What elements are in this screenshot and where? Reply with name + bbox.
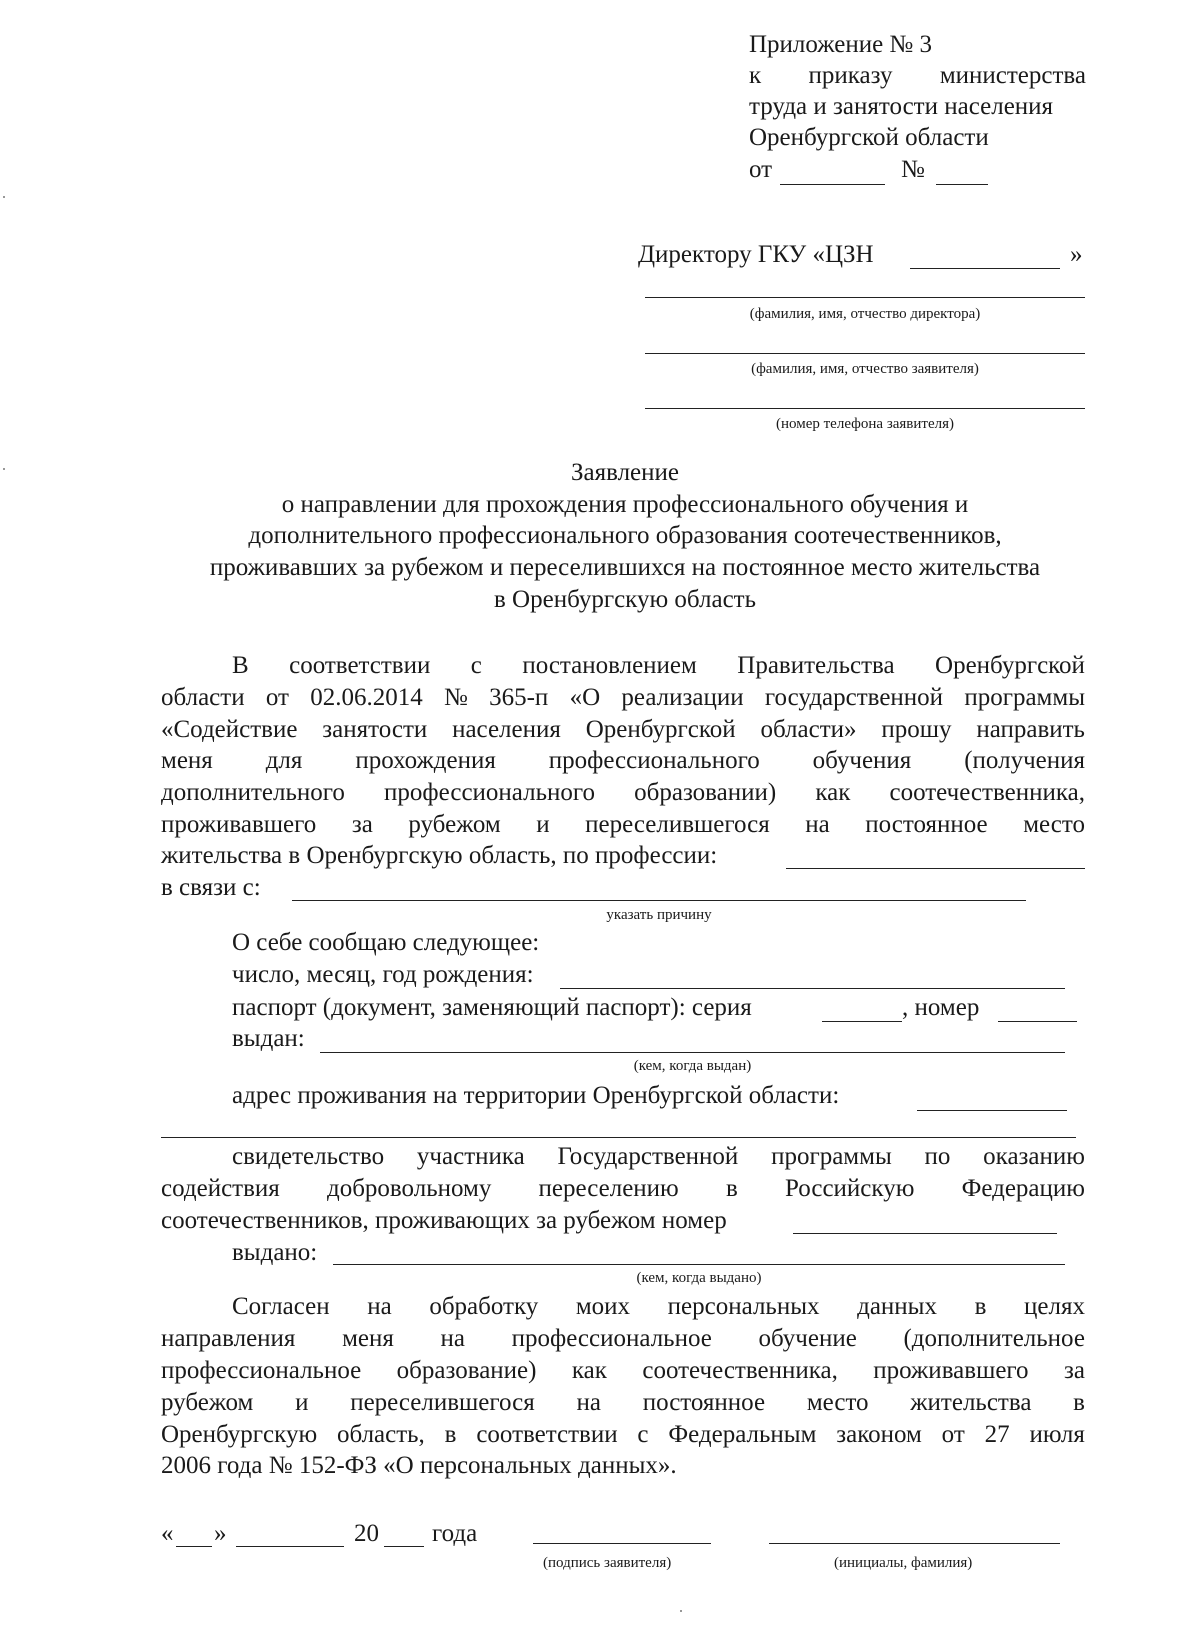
heading-line-2: дополнительного профессионального образования соотечественников,: [248, 522, 1002, 549]
month-field[interactable]: [236, 1546, 344, 1547]
caption-initials: (инициалы, фамилия): [834, 1555, 973, 1571]
word: по: [924, 1143, 951, 1170]
profession-field[interactable]: [786, 868, 1085, 869]
caption-director: (фамилия, имя, отчество директора): [749, 306, 981, 322]
word: соотечественника,: [642, 1357, 838, 1384]
director-close-quote: »: [1070, 241, 1083, 268]
certificate-number-field[interactable]: [793, 1233, 1057, 1234]
year-suffix: года: [432, 1520, 478, 1547]
director-label: Директору ГКУ «ЦЗН: [638, 241, 874, 268]
appendix-date-field[interactable]: [780, 184, 885, 185]
word: содействия: [161, 1175, 280, 1202]
word: (получения: [964, 747, 1085, 774]
word: профессионального: [384, 779, 595, 806]
appendix-number-field[interactable]: [936, 184, 988, 185]
word: для: [265, 747, 303, 774]
certificate-line: [161, 1174, 1085, 1204]
word: от: [941, 1421, 965, 1448]
word: к: [749, 62, 762, 89]
word: с: [470, 652, 482, 679]
word: «Содействие: [161, 716, 298, 743]
scan-speck: [3, 196, 5, 198]
year-prefix: 20: [354, 1520, 379, 1547]
word: постоянное: [865, 811, 988, 838]
word: меня: [342, 1325, 394, 1352]
word: Оренбургской: [585, 716, 736, 743]
consent-line: [161, 1420, 1085, 1450]
word: профессиональное: [161, 1357, 362, 1384]
word: Государственной: [557, 1143, 739, 1170]
word: как: [815, 779, 851, 806]
word: законом: [836, 1421, 922, 1448]
word: июля: [1029, 1421, 1085, 1448]
scan-speck: [680, 1610, 682, 1612]
appendix-line-3: труда и занятости населения: [749, 93, 1054, 120]
certificate-issued-field[interactable]: [333, 1264, 1065, 1265]
word: проживавшего: [873, 1357, 1029, 1384]
word: в: [725, 1175, 738, 1202]
applicant-phone-field[interactable]: [645, 408, 1085, 409]
word: Российскую: [784, 1175, 915, 1202]
consent-last-line: 2006 года № 152-ФЗ «О персональных данных».: [161, 1452, 677, 1479]
paragraph-line: [232, 651, 1085, 681]
word: образование): [396, 1357, 537, 1384]
word: направления: [161, 1325, 296, 1352]
word: постоянное: [642, 1389, 766, 1416]
date-close-quote: »: [214, 1520, 227, 1547]
word: Оренбургской: [935, 652, 1085, 679]
consent-line: [161, 1356, 1085, 1386]
word: профессиональное: [511, 1325, 712, 1352]
word: (дополнительное: [903, 1325, 1085, 1352]
word: целях: [1024, 1293, 1085, 1320]
word: Федерацию: [961, 1175, 1085, 1202]
word: Федеральным: [668, 1421, 817, 1448]
heading-line-1: о направлении для прохождения профессионального обучения и: [281, 491, 969, 518]
word: обучение: [758, 1325, 857, 1352]
word: прохождения: [355, 747, 496, 774]
consent-line: [232, 1292, 1085, 1322]
appendix-line-4: Оренбургской области: [749, 124, 989, 151]
word: рубежом: [408, 811, 501, 838]
passport-issued-label: выдан:: [232, 1025, 305, 1052]
word: и: [536, 811, 550, 838]
appendix-title: Приложение № 3: [749, 31, 933, 58]
word: №: [443, 684, 468, 711]
word: переселившегося: [350, 1389, 535, 1416]
passport-label: паспорт (документ, заменяющий паспорт): серия: [232, 994, 752, 1021]
word: «О: [569, 684, 601, 711]
passport-issued-field[interactable]: [320, 1052, 1065, 1053]
word: Согласен: [232, 1293, 330, 1320]
word: соответствии: [289, 652, 431, 679]
word: переселившегося: [585, 811, 770, 838]
word: за: [351, 811, 373, 838]
word: от: [265, 684, 289, 711]
word: свидетельство: [232, 1143, 385, 1170]
applicant-name-field[interactable]: [645, 353, 1085, 354]
paragraph-line: [161, 778, 1085, 808]
birth-date-label: число, месяц, год рождения:: [232, 961, 534, 988]
word: в: [974, 1293, 987, 1320]
word: и: [295, 1389, 309, 1416]
consent-line: [161, 1388, 1085, 1418]
appendix-line-2: [749, 61, 1086, 91]
address-label: адрес проживания на территории Оренбургской области:: [232, 1082, 840, 1109]
address-field-2[interactable]: [161, 1137, 1076, 1138]
word: прошу: [881, 716, 952, 743]
paragraph-line: [161, 683, 1085, 713]
word: обучения: [812, 747, 912, 774]
passport-number-field[interactable]: [998, 1021, 1077, 1022]
word: на: [367, 1293, 392, 1320]
word: за: [1063, 1357, 1085, 1384]
appendix-number-sign: №: [901, 156, 925, 183]
word: образовании): [634, 779, 777, 806]
word: жительства: [910, 1389, 1032, 1416]
document-title: Заявление: [570, 459, 680, 486]
word: 02.06.2014: [310, 684, 423, 711]
word: меня: [161, 747, 213, 774]
consent-line: [161, 1324, 1085, 1354]
certificate-issued-label: выдано:: [232, 1239, 318, 1266]
reason-label: в связи с:: [161, 874, 261, 901]
word: Правительства: [737, 652, 895, 679]
signature-field[interactable]: [533, 1543, 711, 1544]
caption-applicant: (фамилия, имя, отчество заявителя): [751, 361, 979, 377]
paragraph-line: [161, 810, 1085, 840]
word: 27: [984, 1421, 1010, 1448]
word: на: [576, 1389, 601, 1416]
paragraph-line: [161, 746, 1085, 776]
appendix-date-prefix: от: [749, 156, 773, 183]
word: реализации: [621, 684, 744, 711]
passport-issued-caption: (кем, когда выдан): [633, 1058, 752, 1074]
word: с: [637, 1421, 649, 1448]
passport-number-label: , номер: [902, 994, 980, 1021]
word: на: [805, 811, 830, 838]
word: 365-п: [489, 684, 549, 711]
year-field[interactable]: [384, 1546, 424, 1547]
word: обработку: [429, 1293, 539, 1320]
word: В: [232, 652, 249, 679]
word: рубежом: [161, 1389, 254, 1416]
word: министерства: [939, 62, 1086, 89]
day-field[interactable]: [176, 1546, 212, 1547]
heading-line-3: проживавших за рубежом и переселившихся на постоянное место жительства: [209, 554, 1041, 581]
word: соотечественника,: [889, 779, 1085, 806]
word: приказу: [808, 62, 893, 89]
word: Оренбургскую: [161, 1421, 318, 1448]
heading-line-4: в Оренбургскую область: [493, 586, 756, 613]
word: дополнительного: [161, 779, 345, 806]
word: место: [806, 1389, 869, 1416]
word: соответствии: [476, 1421, 618, 1448]
word: переселению: [538, 1175, 679, 1202]
word: область,: [336, 1421, 425, 1448]
word: данных: [857, 1293, 937, 1320]
word: оказанию: [983, 1143, 1085, 1170]
word: в: [444, 1421, 457, 1448]
word: постановлением: [522, 652, 697, 679]
director-name-field[interactable]: [645, 297, 1085, 298]
date-open-quote: «: [161, 1520, 174, 1547]
initials-field[interactable]: [769, 1543, 1060, 1544]
word: направить: [976, 716, 1085, 743]
address-field-1[interactable]: [917, 1110, 1067, 1111]
word: населения: [452, 716, 561, 743]
word: профессионального: [548, 747, 760, 774]
reason-caption: указать причину: [606, 907, 712, 923]
paragraph-last-line: жительства в Оренбургскую область, по профессии:: [161, 842, 718, 869]
word: государственной: [764, 684, 944, 711]
word: место: [1023, 811, 1085, 838]
word: персональных: [667, 1293, 820, 1320]
word: добровольному: [326, 1175, 492, 1202]
reason-field[interactable]: [292, 900, 1026, 901]
birth-date-field[interactable]: [560, 988, 1065, 989]
scan-speck: [3, 468, 5, 470]
word: участника: [416, 1143, 525, 1170]
paragraph-line: [161, 715, 1085, 745]
word: занятости: [322, 716, 428, 743]
caption-phone: (номер телефона заявителя): [775, 416, 954, 432]
word: в: [1073, 1389, 1085, 1416]
certificate-last-line: соотечественников, проживающих за рубежом номер: [161, 1207, 727, 1234]
word: моих: [575, 1293, 631, 1320]
about-self-label: О себе сообщаю следующее:: [232, 929, 540, 956]
word: на: [440, 1325, 465, 1352]
czn-name-field[interactable]: [910, 268, 1060, 269]
certificate-issued-caption: (кем, когда выдано): [636, 1270, 762, 1286]
word: программы: [771, 1143, 892, 1170]
word: как: [571, 1357, 607, 1384]
word: проживавшего: [161, 811, 317, 838]
passport-series-field[interactable]: [822, 1021, 902, 1022]
certificate-line: [232, 1142, 1085, 1172]
word: области: [161, 684, 245, 711]
caption-signature: (подпись заявителя): [543, 1555, 672, 1571]
word: области»: [760, 716, 857, 743]
word: программы: [964, 684, 1085, 711]
